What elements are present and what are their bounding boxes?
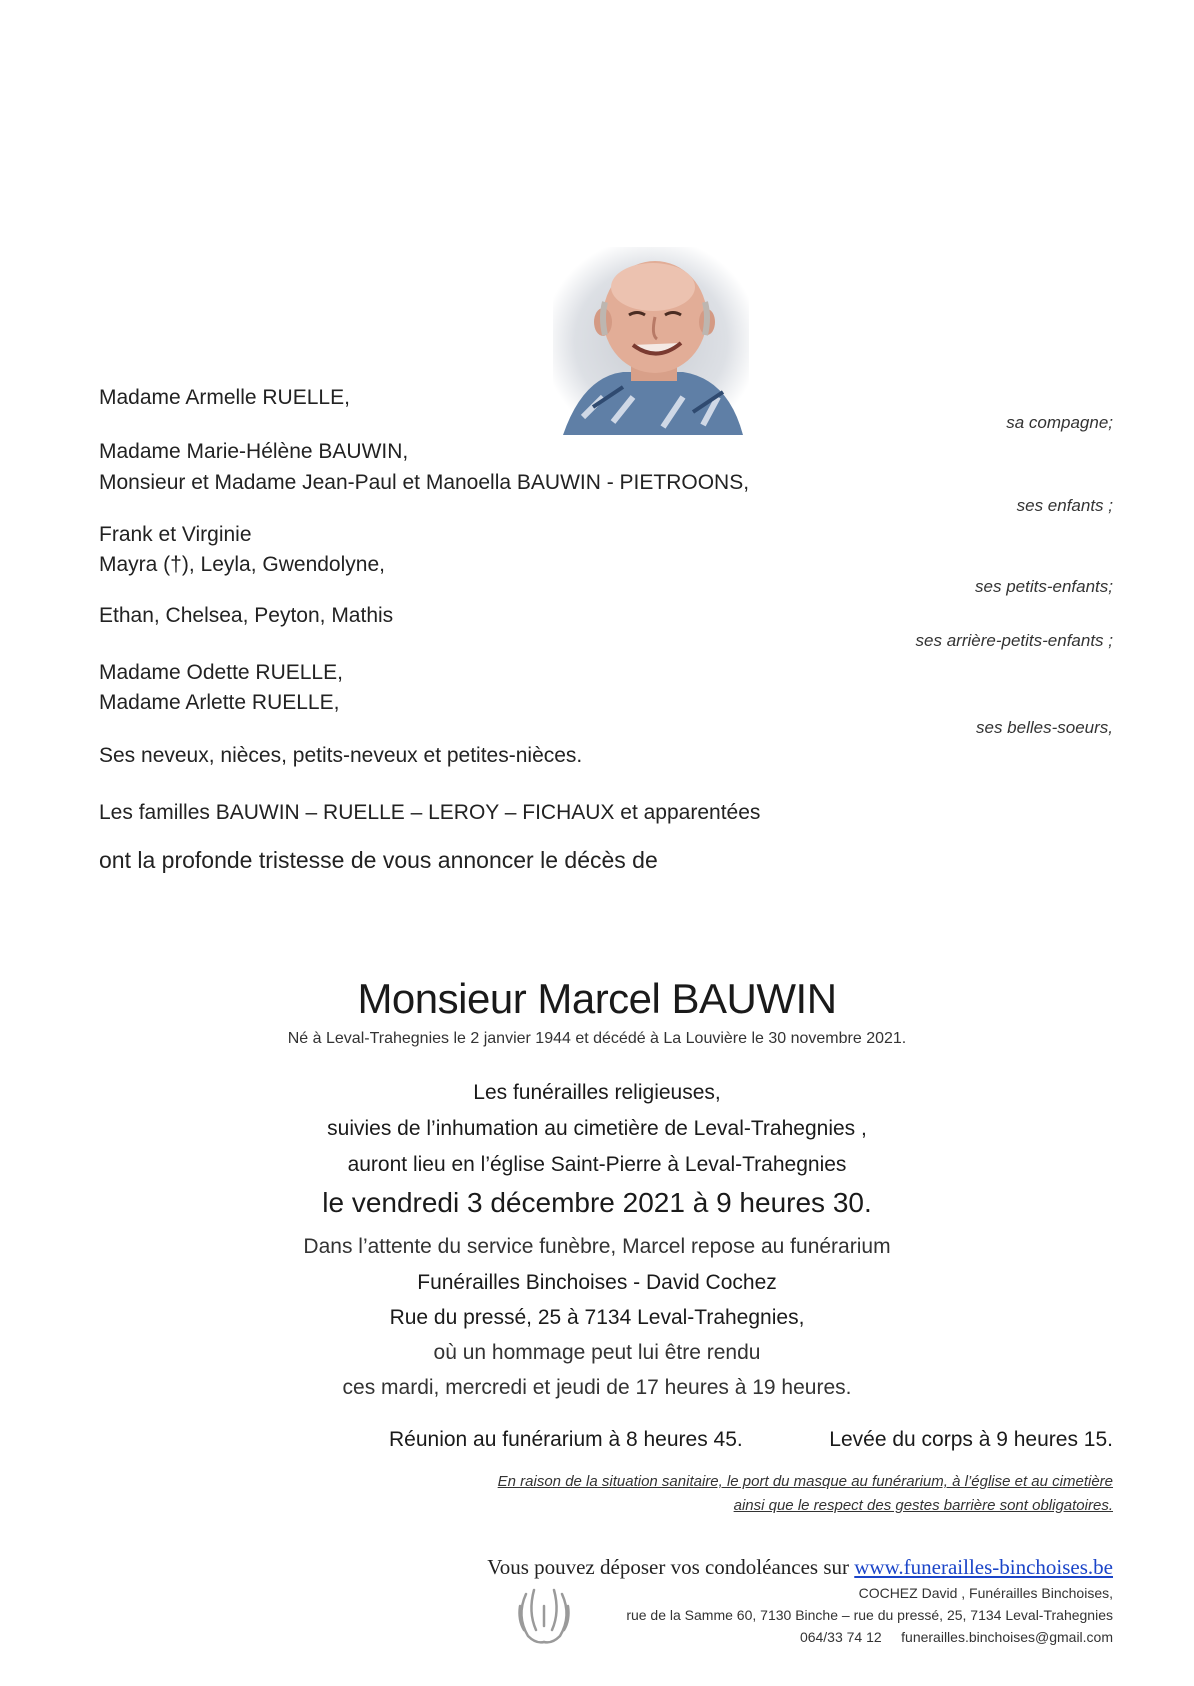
portrait-photo xyxy=(553,247,749,435)
great-grandchildren: Ethan, Chelsea, Peyton, Mathis xyxy=(99,604,394,627)
sisters-in-law-relation: ses belles-soeurs, xyxy=(975,718,1113,737)
child-2: Monsieur et Madame Jean-Paul et Manoella BAUWIN - PIETROONS, xyxy=(99,471,750,494)
hands-logo-icon xyxy=(506,1586,582,1650)
funeral-line-3: auront lieu en l’église Saint-Pierre à Leval-Trahegnies xyxy=(347,1153,847,1176)
footer-contact xyxy=(800,1626,1113,1648)
companion-relation: sa compagne; xyxy=(1006,413,1113,432)
sanitary-notice-2: ainsi que le respect des gestes barrière sont obligatoires. xyxy=(733,1497,1113,1514)
birth-death-line: Né à Leval-Trahegnies le 2 janvier 1944 et décédé à La Louvière le 30 novembre 2021. xyxy=(287,1030,907,1047)
grandchildren-relation: ses petits-enfants; xyxy=(975,577,1113,596)
grandchildren-2: Mayra (†), Leyla, Gwendolyne, xyxy=(99,553,385,576)
announce-line: ont la profonde tristesse de vous annoncer le décès de xyxy=(99,847,658,873)
child-1: Madame Marie-Hélène BAUWIN, xyxy=(99,440,409,463)
sister-in-law-2: Madame Arlette RUELLE, xyxy=(99,691,340,714)
funeral-home: Funérailles Binchoises - David Cochez xyxy=(417,1271,777,1294)
footer-phone: 064/33 74 12 xyxy=(799,1629,882,1645)
nephews-line: Ses neveux, nièces, petits-neveux et petites-nièces. xyxy=(99,744,583,767)
families-line: Les familles BAUWIN – RUELLE – LEROY – FICHAUX et apparentées xyxy=(99,801,761,824)
companion-name: Madame Armelle RUELLE, xyxy=(99,386,350,409)
funeral-line-1: Les funérailles religieuses, xyxy=(473,1081,721,1104)
funeral-date: le vendredi 3 décembre 2021 à 9 heures 30. xyxy=(322,1187,872,1218)
great-grandchildren-relation: ses arrière-petits-enfants ; xyxy=(915,631,1113,650)
footer-email: funerailles.binchoises@gmail.com xyxy=(901,1629,1113,1645)
funeral-home-address: Rue du pressé, 25 à 7134 Leval-Trahegnies, xyxy=(389,1306,805,1329)
sanitary-notice-1: En raison de la situation sanitaire, le port du masque au funérarium, à l’église et au cimetière xyxy=(497,1473,1113,1490)
meeting-time: Réunion au funérarium à 8 heures 45. xyxy=(389,1428,743,1451)
footer-name: COCHEZ David , Funérailles Binchoises, xyxy=(858,1585,1113,1601)
tribute-line: où un hommage peut lui être rendu xyxy=(433,1341,761,1364)
condolences-link[interactable]: www.funerailles-binchoises.be xyxy=(854,1555,1113,1579)
grandchildren-1: Frank et Virginie xyxy=(99,523,252,546)
funeral-line-2: suivies de l’inhumation au cimetière de Leval-Trahegnies , xyxy=(327,1117,867,1140)
sister-in-law-1: Madame Odette RUELLE, xyxy=(99,661,343,684)
lift-time: Levée du corps à 9 heures 15. xyxy=(829,1428,1113,1451)
footer-address: rue de la Samme 60, 7130 Binche – rue du pressé, 25, 7134 Leval-Trahegnies xyxy=(626,1607,1113,1623)
children-relation: ses enfants ; xyxy=(1016,496,1113,515)
visiting-hours: ces mardi, mercredi et jeudi de 17 heures à 19 heures. xyxy=(342,1376,852,1399)
condolences-line xyxy=(487,1555,1113,1580)
wait-line: Dans l’attente du service funèbre, Marcel repose au funérarium xyxy=(303,1235,891,1258)
deceased-name: Monsieur Marcel BAUWIN xyxy=(357,975,837,1022)
condolences-text: Vous pouvez déposer vos condoléances sur xyxy=(487,1555,855,1579)
